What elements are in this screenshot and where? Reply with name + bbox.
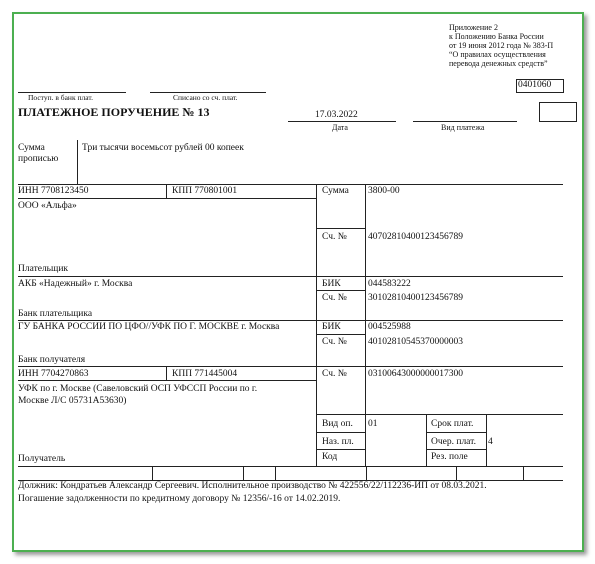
codes-right-divider xyxy=(486,414,487,466)
payer-kpp: КПП 770801001 xyxy=(172,186,238,196)
payee-bank-account: 40102810545370000003 xyxy=(368,337,463,347)
payment-type-line xyxy=(413,121,517,122)
codes-top-line xyxy=(316,414,563,415)
payee-name-line-2: Москве Л/С 05731А53630) xyxy=(18,396,127,406)
order-value: 4 xyxy=(488,437,493,447)
appendix-line-5: перевода денежных средств” xyxy=(449,59,548,68)
amount-words-value: Три тысячи восемьсот рублей 00 копеек xyxy=(82,143,244,153)
payment-type-label: Вид платежа xyxy=(441,123,485,132)
debited-label: Списано со сч. плат. xyxy=(173,93,238,102)
payer-status-box xyxy=(539,102,577,122)
row-line-inn xyxy=(18,184,563,185)
payer-account: 40702810400123456789 xyxy=(368,232,463,242)
amount-words-divider xyxy=(77,140,78,184)
tax-cell-divider-1 xyxy=(152,466,153,480)
form-code: 0401060 xyxy=(518,80,552,90)
amount-label-line xyxy=(316,228,365,229)
reserve-label: Рез. поле xyxy=(431,452,468,462)
payee-bank-label: Банк получателя xyxy=(18,355,86,365)
tax-row-top-line xyxy=(18,466,563,467)
payee-name-line-1: УФК по г. Москве (Савеловский ОСП УФССП России по г. xyxy=(18,384,258,394)
codes-mid-divider xyxy=(426,414,427,466)
payer-bank-bik-line xyxy=(316,290,365,291)
tax-cell-divider-6 xyxy=(523,466,524,480)
op-type-line xyxy=(316,432,365,433)
payer-inn-kpp-divider xyxy=(166,184,167,198)
purpose-line-2: Погашение задолженности по кредитному договору № 12356/-16 от 14.02.2019. xyxy=(18,494,341,504)
term-line xyxy=(426,432,486,433)
page-title: ПЛАТЕЖНОЕ ПОРУЧЕНИЕ № 13 xyxy=(18,105,210,119)
payer-bank-account-label: Сч. № xyxy=(322,293,347,303)
payee-bank-bik-line xyxy=(316,334,365,335)
code-label: Код xyxy=(322,452,338,462)
amount-words-label-1: Сумма xyxy=(18,143,45,153)
term-label: Срок плат. xyxy=(431,419,474,429)
tax-cell-divider-3 xyxy=(275,466,276,480)
op-type-label: Вид оп. xyxy=(322,419,353,429)
row-line-payer-bank xyxy=(18,276,563,277)
appendix-line-1: Приложение 2 xyxy=(449,23,498,32)
payer-bank-name: АКБ «Надежный» г. Москва xyxy=(18,279,133,289)
payee-inn-kpp-divider xyxy=(166,366,167,380)
payee-bank-name: ГУ БАНКА РОССИИ ПО ЦФО//УФК ПО Г. МОСКВЕ г. Москва xyxy=(18,322,280,332)
purpose-code-line xyxy=(316,449,365,450)
op-type-value: 01 xyxy=(368,419,378,429)
date-value: 17.03.2022 xyxy=(315,110,358,120)
payee-label: Получатель xyxy=(18,454,66,464)
tax-cell-divider-4 xyxy=(366,466,367,480)
payer-label: Плательщик xyxy=(18,264,69,274)
appendix-line-3: от 19 июня 2012 года № 383-П xyxy=(449,41,554,50)
tax-cell-divider-2 xyxy=(243,466,244,480)
purpose-line-1: Должник: Кондратьев Александр Сергеевич. Исполнительное производство № 422556/22/112236-ИП от 08.03.2021. xyxy=(18,481,487,491)
payer-inn-line xyxy=(18,198,316,199)
payee-account: 03100643000000017300 xyxy=(368,369,463,379)
payee-account-label: Сч. № xyxy=(322,369,347,379)
payer-bank-bik: 044583222 xyxy=(368,279,411,289)
payee-bank-bik-label: БИК xyxy=(322,322,341,332)
purpose-code-label: Наз. пл. xyxy=(322,437,354,447)
payer-bank-account: 30102810400123456789 xyxy=(368,293,463,303)
payer-bank-bik-label: БИК xyxy=(322,279,341,289)
right-label-divider xyxy=(365,184,366,466)
payee-bank-bik: 004525988 xyxy=(368,322,411,332)
payer-name: ООО «Альфа» xyxy=(18,201,77,211)
right-col-divider xyxy=(316,184,317,466)
received-label: Поступ. в банк плат. xyxy=(28,93,93,102)
amount-label: Сумма xyxy=(322,186,349,196)
payee-kpp: КПП 771445004 xyxy=(172,369,238,379)
amount-value: 3800-00 xyxy=(368,186,400,196)
appendix-line-2: к Положению Банка России xyxy=(449,32,544,41)
payee-bank-account-label: Сч. № xyxy=(322,337,347,347)
row-line-payee xyxy=(18,366,563,367)
date-label: Дата xyxy=(332,123,348,132)
row-line-payee-bank xyxy=(18,320,563,321)
payee-inn: ИНН 7704270863 xyxy=(18,369,89,379)
date-line xyxy=(288,121,396,122)
amount-words-label-2: прописью xyxy=(18,154,59,164)
payer-bank-label: Банк плательщика xyxy=(18,309,93,319)
order-label: Очер. плат. xyxy=(431,437,476,447)
order-line xyxy=(426,449,486,450)
payer-inn: ИНН 7708123450 xyxy=(18,186,89,196)
payee-inn-line xyxy=(18,380,316,381)
tax-cell-divider-5 xyxy=(456,466,457,480)
appendix-line-4: “О правилах осуществления xyxy=(449,50,546,59)
payer-account-label: Сч. № xyxy=(322,232,347,242)
